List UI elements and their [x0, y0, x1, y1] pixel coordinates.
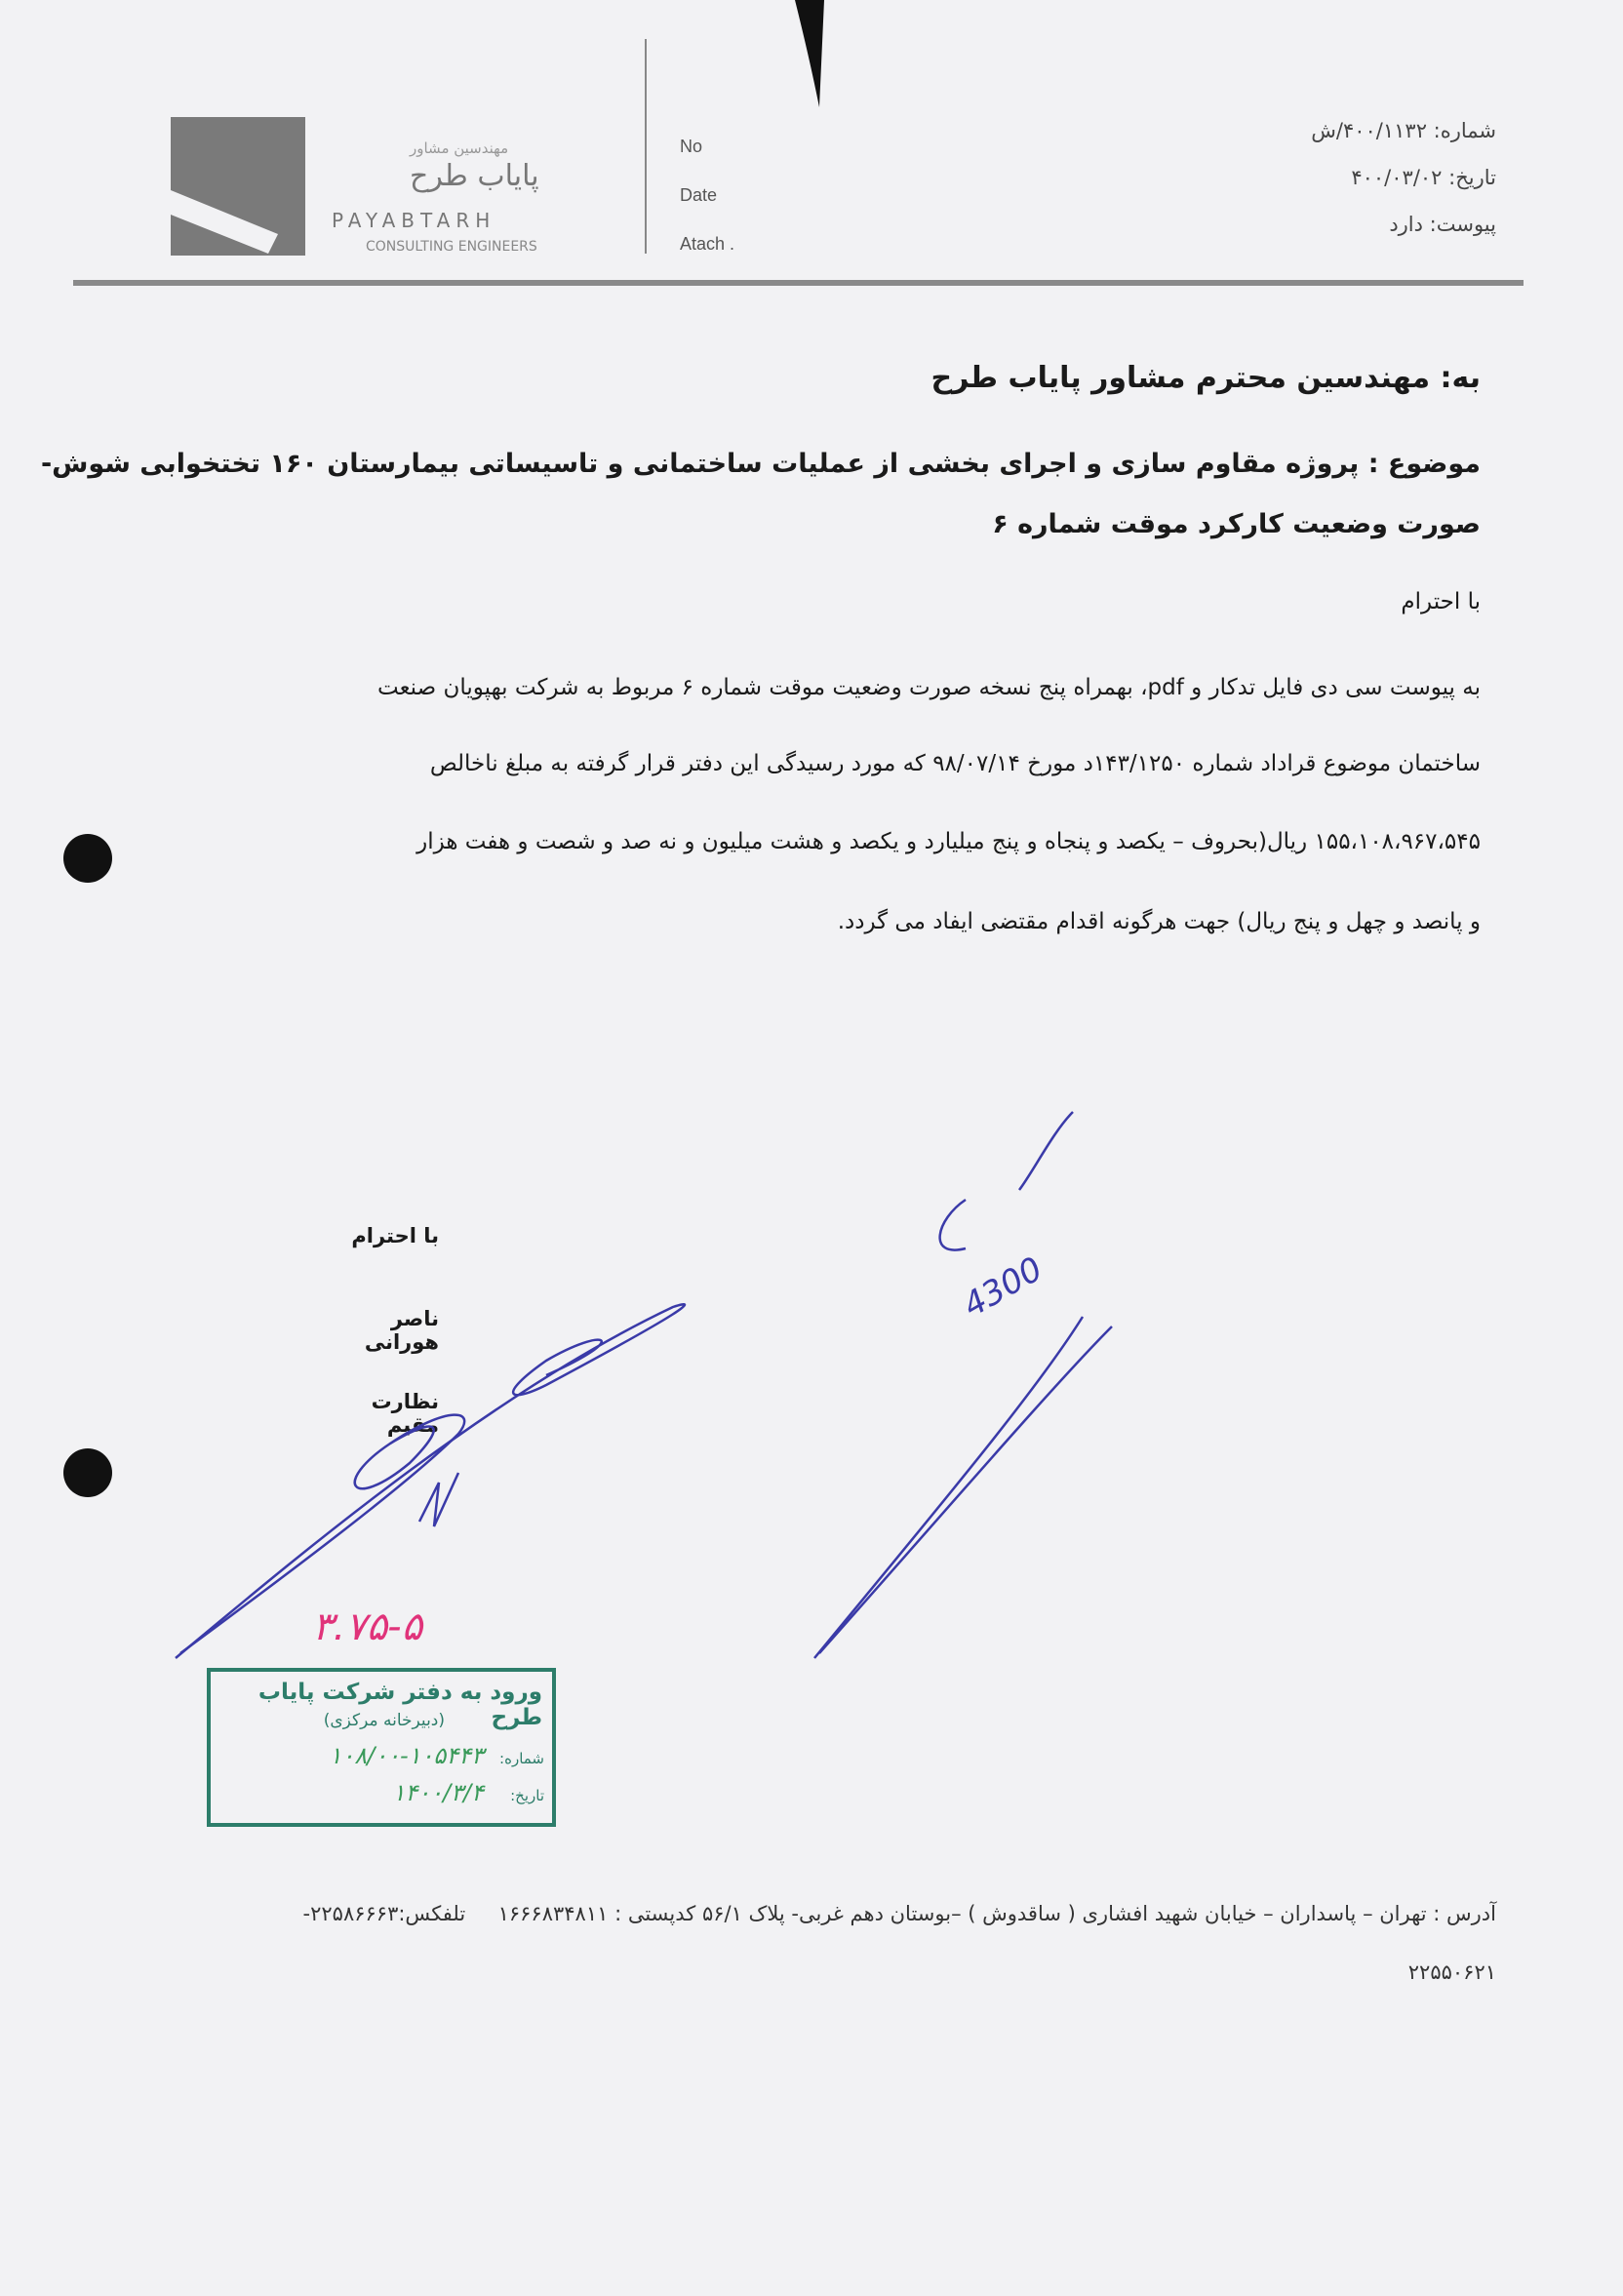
label-date: Date	[680, 185, 718, 205]
stamp-date-label: تاریخ:	[510, 1787, 544, 1804]
logo-name-en: PAYABTARH	[332, 209, 496, 232]
footer-phone: ۲۲۵۵۰۶۲۱	[1407, 1960, 1496, 1984]
subject-line-2: صورت وضعیت کارکرد موقت شماره ۶	[992, 509, 1481, 539]
body-line-1: به پیوست سی دی فایل تدکار و pdf، بهمراه پنج نسخه صورت وضعیت موقت شماره ۶ مربوط به شرکت بهپویان صنعت	[376, 675, 1481, 700]
signature-name: ناصر هورانی	[364, 1307, 439, 1354]
stamp-number-label: شماره:	[499, 1750, 544, 1767]
signature-closing: با احترام	[351, 1224, 439, 1247]
greeting: با احترام	[1401, 589, 1481, 614]
recipient: به: مهندسین محترم مشاور پایاب طرح	[930, 361, 1481, 395]
stamp-title: ورود به دفتر شرکت پایاب طرح	[257, 1680, 542, 1730]
letter-number: شماره: ۴۰۰/۱۱۳۲/ش	[1311, 119, 1496, 142]
label-no: No	[680, 137, 703, 156]
subject-line-1: موضوع : پروژه مقاوم سازی و اجرای بخشی از عملیات ساختمانی و تاسیساتی بیمارستان ۱۶۰ تختخوابی شوش-	[40, 449, 1481, 479]
received-stamp	[207, 1668, 556, 1827]
footer-address: آدرس : تهران – پاسداران – خیابان شهید افشاری ( ساقدوش ) –بوستان دهم غربی- پلاک ۵۶/۱ کدپستی : ۱۶۶۶۸۳۴۸۱۱ تلفکس:۲۲۵۸۶۶۶۳-	[302, 1902, 1496, 1925]
signature-title: نظارت مقیم	[371, 1390, 439, 1437]
handwritten-note-blue: 4300	[956, 1249, 1049, 1326]
body-line-2: ساختمان موضوع قراداد شماره ۱۴۳/۱۲۵۰د مورخ ۹۸/۰۷/۱۴ که مورد رسیدگی این دفتر قرار گرفته به مبلغ ناخالص	[429, 751, 1481, 776]
letter-attachment: پیوست: دارد	[1389, 213, 1496, 236]
stamp-number-value: ۱۰۸/۰۰-۱۰۵۴۴۳	[329, 1742, 484, 1769]
stamp-subtitle: (دبیرخانه مرکزی)	[323, 1711, 445, 1730]
body-line-3: ۱۵۵،۱۰۸،۹۶۷،۵۴۵ ریال(بحروف – یکصد و پنجاه و پنج میلیارد و یکصد و هشت میلیون و نه صد و شصت و هفت هزار	[416, 829, 1481, 854]
stamp-date-value: ۱۴۰۰/۳/۴	[392, 1779, 484, 1806]
logo-subtitle-fa: مهندسین مشاور	[410, 139, 509, 157]
handwritten-note-pink: ۳.۷۵-۵	[312, 1604, 423, 1649]
logo-tagline: CONSULTING ENGINEERS	[366, 239, 537, 255]
logo-name-fa: پایاب طرح	[410, 159, 539, 193]
letter-date: تاریخ: ۴۰۰/۰۳/۰۲	[1351, 166, 1496, 189]
label-attach: Atach .	[680, 234, 735, 254]
body-line-4: و پانصد و چهل و پنج ریال) جهت هرگونه اقدام مقتضی ایفاد می گردد.	[837, 909, 1481, 934]
